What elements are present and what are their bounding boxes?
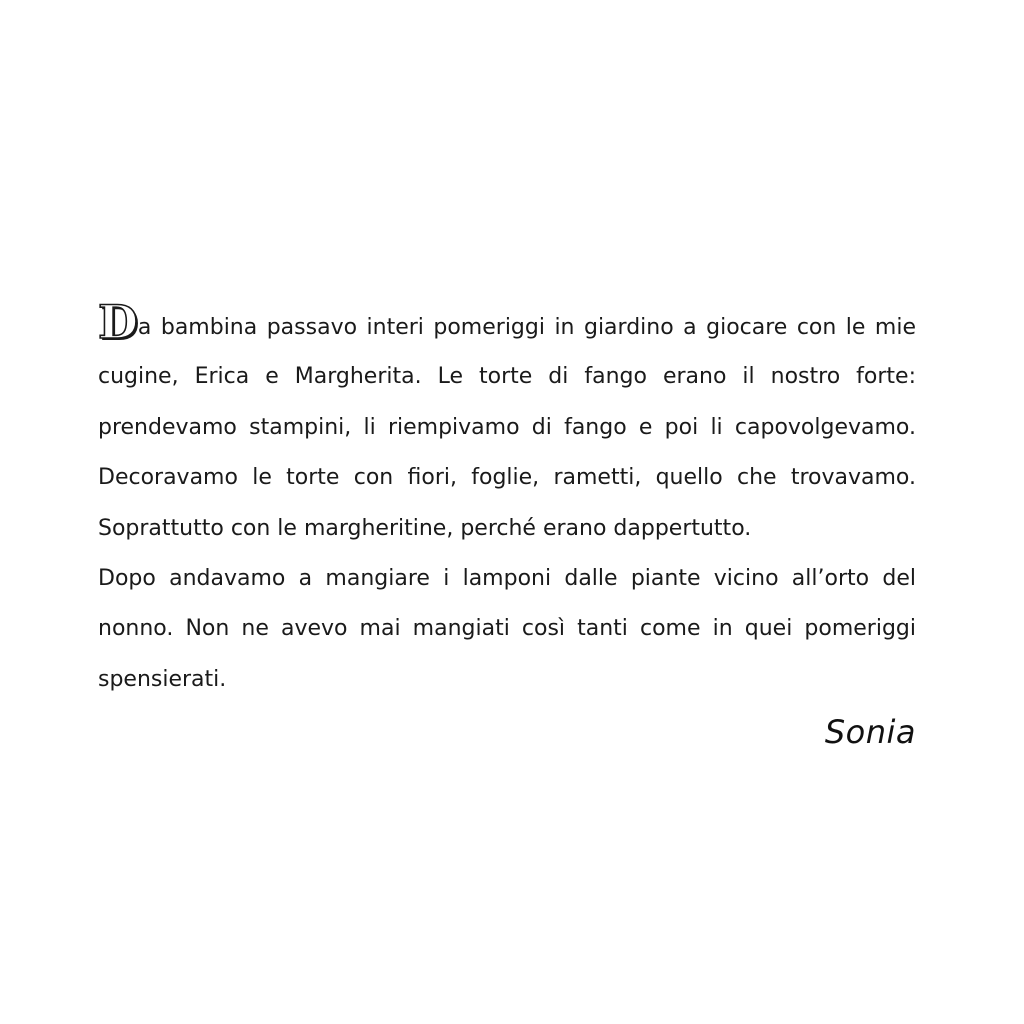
- text-line: Soprattutto con le margheritine, perché erano dappertutto.: [98, 515, 752, 541]
- text-line: prendevamo stampini, li riempivamo di fango e poi li capovolgevamo.: [98, 414, 916, 440]
- author-signature: Sonia: [824, 713, 916, 751]
- text-line: cugine, Erica e Margherita. Le torte di fango erano il nostro forte:: [98, 364, 916, 390]
- story-text: [98, 295, 916, 705]
- drop-cap: D: [98, 295, 138, 349]
- paragraph-1: [98, 295, 916, 554]
- text-line: Decoravamo le torte con fiori, foglie, rametti, quello che trovavamo.: [98, 465, 916, 491]
- text-line-content: a bambina passavo interi pomeriggi in giardino a giocare con le mie: [137, 315, 916, 340]
- text-line: Dopo andavamo a mangiare i lamponi dalle piante vicino all’orto del: [98, 565, 916, 591]
- text-line: spensierati.: [98, 666, 227, 692]
- text-line: [98, 295, 916, 352]
- text-line: nonno. Non ne avevo mai mangiati così tanti come in quei pomeriggi: [98, 616, 916, 642]
- paragraph-2: [98, 554, 916, 705]
